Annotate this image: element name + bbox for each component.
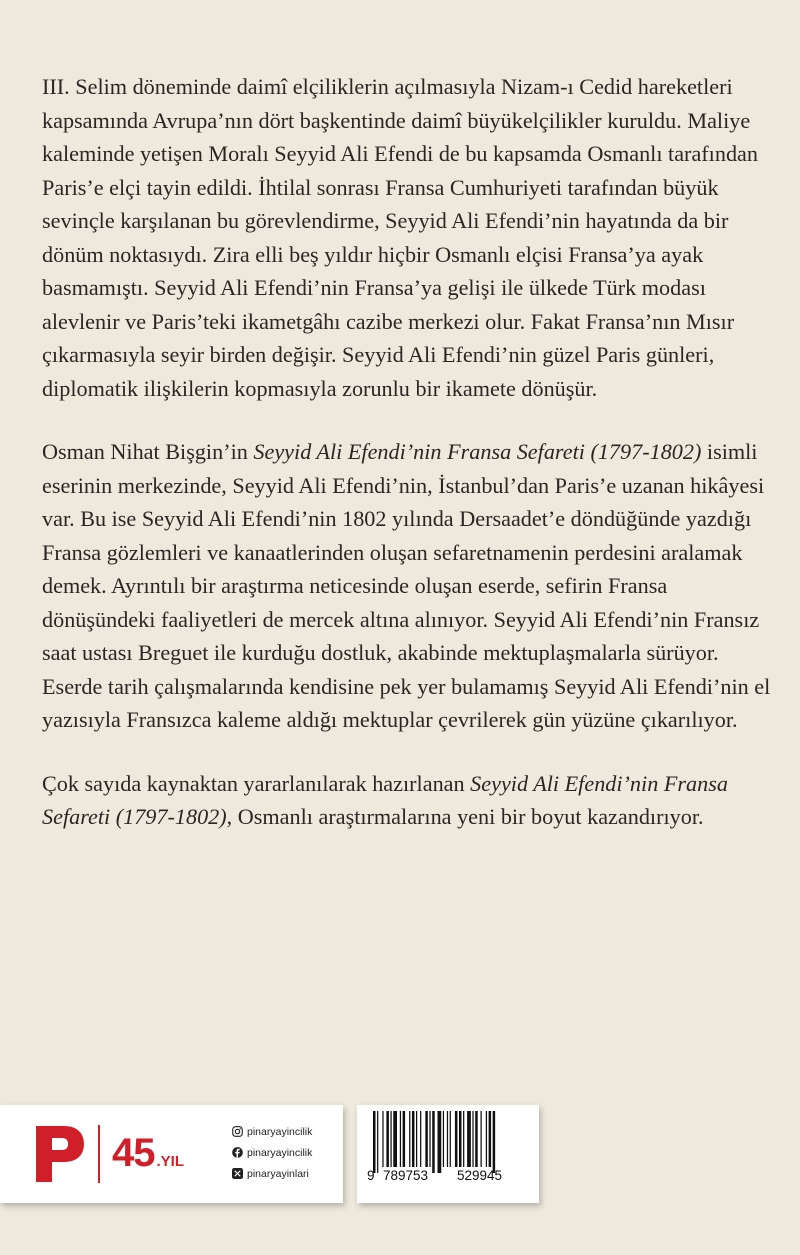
paragraph-2 [42,435,782,737]
logo-divider [98,1125,100,1183]
barcode-bar [475,1111,478,1167]
barcode-bar [393,1111,397,1167]
book-title-italic: Seyyid Ali Efendi’nin Fransa Sefareti (1797-1802) [253,439,702,464]
barcode-bar [486,1111,487,1167]
barcode-bar [472,1111,473,1167]
social-instagram[interactable] [232,1121,312,1142]
barcode-bar [432,1111,435,1173]
barcode-bar [459,1111,462,1167]
publisher-logo-icon [34,1124,86,1184]
barcode-bar [390,1111,391,1167]
barcode-bar [467,1111,471,1167]
text-run: , Osmanlı araştırmalarına yeni bir boyut kazandırıyor. [226,804,704,829]
publisher-panel [0,1105,343,1203]
barcode-bar [438,1111,442,1173]
barcode-bar [416,1111,417,1167]
barcode-bar [412,1111,415,1167]
barcode-bar [420,1111,421,1167]
paragraph-1 [42,70,782,405]
barcode-bar [425,1111,428,1167]
barcode-bar [489,1111,492,1167]
social-facebook[interactable] [232,1142,312,1163]
barcode-digits [367,1168,535,1183]
barcode-bar [455,1111,458,1167]
barcode-bar [429,1111,430,1167]
text-run: III. Selim döneminde daimî elçiliklerin açılmasıyla Nizam-ı Cedid hareketleri kapsamında Avrupa’nın dört başkentinde daimî büyükelçilikler kuruldu. Maliye kaleminde yetişen Moralı Seyyid Ali Efendi de bu kapsamda Osmanlı tarafından Paris’e elçi tayin edildi. İhtilal sonrası Fransa Cumhuriyeti tarafından büyük sevinçle karşılanan bu görevlendirme, Seyyid Ali Efendi’nin hayatında da bir dönüm noktasıydı. Zira elli beş yıldır hiçbir Osmanlı elçisi Fransa’ya ayak basmamıştı. Seyyid Ali Efendi’nin Fransa’ya gelişi ile ülkede Türk modası alevlenir ve Paris’teki ikametgâhı cazibe merkezi olur. Fakat Fransa’nın Mısır çıkarmasıyla seyir birden değişir. Seyyid Ali Efendi’nin güzel Paris günleri, diplomatik ilişkilerin kopmasıyla zorunlu bir ikamete dönüşür. [42,74,758,401]
x-handle: pinaryayinlari [247,1167,309,1180]
barcode-bar [386,1111,389,1167]
facebook-handle: pinaryayincilik [247,1146,313,1159]
anniversary-badge [112,1131,184,1176]
barcode-bar [443,1111,444,1167]
text-run: Çok sayıda kaynaktan yararlanılarak hazırlanan [42,770,471,796]
barcode-bar [493,1111,496,1173]
x-icon [232,1168,243,1179]
barcode-bar [463,1111,464,1167]
isbn-barcode [357,1105,539,1203]
back-cover-text [42,70,782,864]
instagram-handle: pinaryayincilik [247,1125,313,1138]
social-links [232,1121,312,1184]
social-x[interactable] [232,1163,312,1184]
barcode-bar [450,1111,451,1167]
book-title-italic: Seyyid Ali Efendi’nin Fransa Sefareti (1797-1802) [42,770,728,829]
barcode-digit-group-1: 789753 [383,1168,429,1183]
barcode-bar [373,1111,376,1173]
barcode-bar [400,1111,401,1167]
barcode-bar [481,1111,482,1167]
barcode-digit-lead: 9 [367,1168,375,1183]
facebook-icon [232,1147,243,1158]
barcode-bar [447,1111,448,1167]
barcode-bar [403,1111,406,1167]
anniversary-number: 45 [112,1131,155,1175]
instagram-icon [232,1126,243,1137]
barcode-bar [377,1111,378,1173]
barcode-bar [382,1111,383,1167]
barcode-bar [409,1111,410,1167]
barcode-digit-group-2: 529945 [457,1168,503,1183]
anniversary-suffix: .YIL [156,1153,185,1170]
text-run: isimli eserinin merkezinde, Seyyid Ali Efendi’nin, İstanbul’dan Paris’e uzanan hikâyesi var. Bu ise Seyyid Ali Efendi’nin 1802 yılında Dersaadet’e döndüğünde yazdığı Fransa gözlemleri ve kanaatlerinden oluşan sefaretnamenin perdesini aralamak demek. Ayrıntılı bir araştırma neticesinde oluşan eserde, sefirin Fransa dönüşündeki faaliyetleri de mercek altına alınıyor. Seyyid Ali Efendi’nin Fransız saat ustası Breguet ile kurduğu dostluk, akabinde mektuplaşmalarla sürüyor. Eserde tarih çalışmalarında kendisine pek yer bulamamış Seyyid Ali Efendi’nin el yazısıyla Fransızca kaleme aldığı mektuplar çevrilerek gün yüzüne çıkarılıyor. [42,439,771,732]
barcode-bars [371,1111,527,1173]
text-run: Osman Nihat Bişgin’in [42,439,254,464]
paragraph-3 [42,767,782,834]
